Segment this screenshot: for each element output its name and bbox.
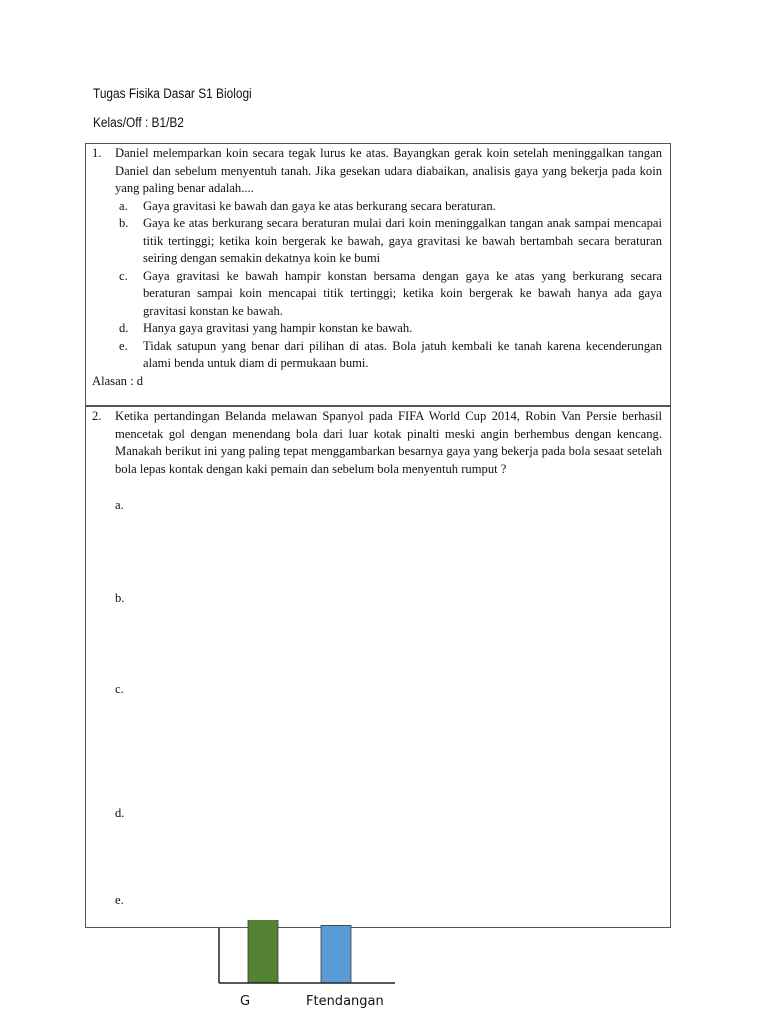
assignment-title: Tugas Fisika Dasar S1 Biologi <box>93 86 252 101</box>
question-2-option-e: e. <box>115 893 124 907</box>
option-letter: c. <box>119 268 128 283</box>
x-tick-label-g: G <box>240 994 251 1009</box>
class-line: Kelas/Off : B1/B2 <box>93 115 184 130</box>
option-letter: a. <box>119 198 128 213</box>
option-text: Hanya gaya gravitasi yang hampir konstan ke bawah. <box>143 321 413 335</box>
question-1-option-c <box>119 268 662 321</box>
option-letter: e. <box>119 338 128 353</box>
question-2-option-a: a. <box>115 498 124 512</box>
question-2-number: 2. <box>92 409 102 423</box>
question-1-option-b <box>119 215 662 268</box>
option-text: Gaya gravitasi ke bawah hampir konstan bersama dengan gaya ke atas yang berkurang secara beraturan sampai koin mencapai titik tertinggi; ketika koin bergerak ke bawah hanya ada gaya gravitasi konstan ke bawah. <box>143 268 662 318</box>
option-text: Gaya gravitasi ke bawah dan gaya ke atas berkurang secara beraturan. <box>143 198 496 213</box>
question-1-option-e <box>119 338 662 373</box>
question-1-option-a <box>119 198 662 216</box>
bar-ftendangan <box>321 925 351 983</box>
option-text: Tidak satupun yang benar dari pilihan di atas. Bola jatuh kembali ke tanah karena kecenderungan alami benda untuk diam di permukaan bumi. <box>143 338 662 370</box>
question-2-option-d: d. <box>115 806 125 820</box>
question-1-text: Daniel melemparkan koin secara tegak lurus ke atas. Bayangkan gerak koin setelah meninggalkan tangan Daniel dan sebelum menyentuh tanah. Jika gesekan udara diabaikan, analisis gaya yang bekerja pada koin yang paling benar adalah.... <box>115 146 662 195</box>
question-1-number: 1. <box>92 146 102 160</box>
question-1-answer: Alasan : d <box>92 373 144 388</box>
x-tick-label-ftendangan: Ftendangan <box>306 994 384 1009</box>
question-2-box <box>85 406 671 928</box>
bar-g <box>248 920 278 983</box>
question-2-option-b: b. <box>115 591 125 605</box>
option-letter: b. <box>119 216 129 230</box>
option-letter: d. <box>119 321 129 335</box>
question-2-option-c: c. <box>115 682 124 696</box>
question-2-text: Ketika pertandingan Belanda melawan Spanyol pada FIFA World Cup 2014, Robin Van Persie berhasil mencetak gol dengan menendang bola dari luar kotak pinalti meski angin berhembus dengan kencang. Manakah berikut ini yang paling tepat menggambarkan besarnya gaya yang bekerja pada bola sesaat setelah bola lepas kontak dengan kaki pemain dan sebelum bola menyentuh rumput ? <box>115 409 662 476</box>
question-1-option-d <box>119 320 662 338</box>
option-text: Gaya ke atas berkurang secara beraturan mulai dari koin meninggalkan tangan anak sampai mencapai titik tertinggi; ketika koin bergerak ke bawah, gaya gravitasi ke bawah bertambah secara beraturan seiring dengan semakin dekatnya koin ke bumi <box>143 216 662 265</box>
question-1-box <box>85 143 671 406</box>
